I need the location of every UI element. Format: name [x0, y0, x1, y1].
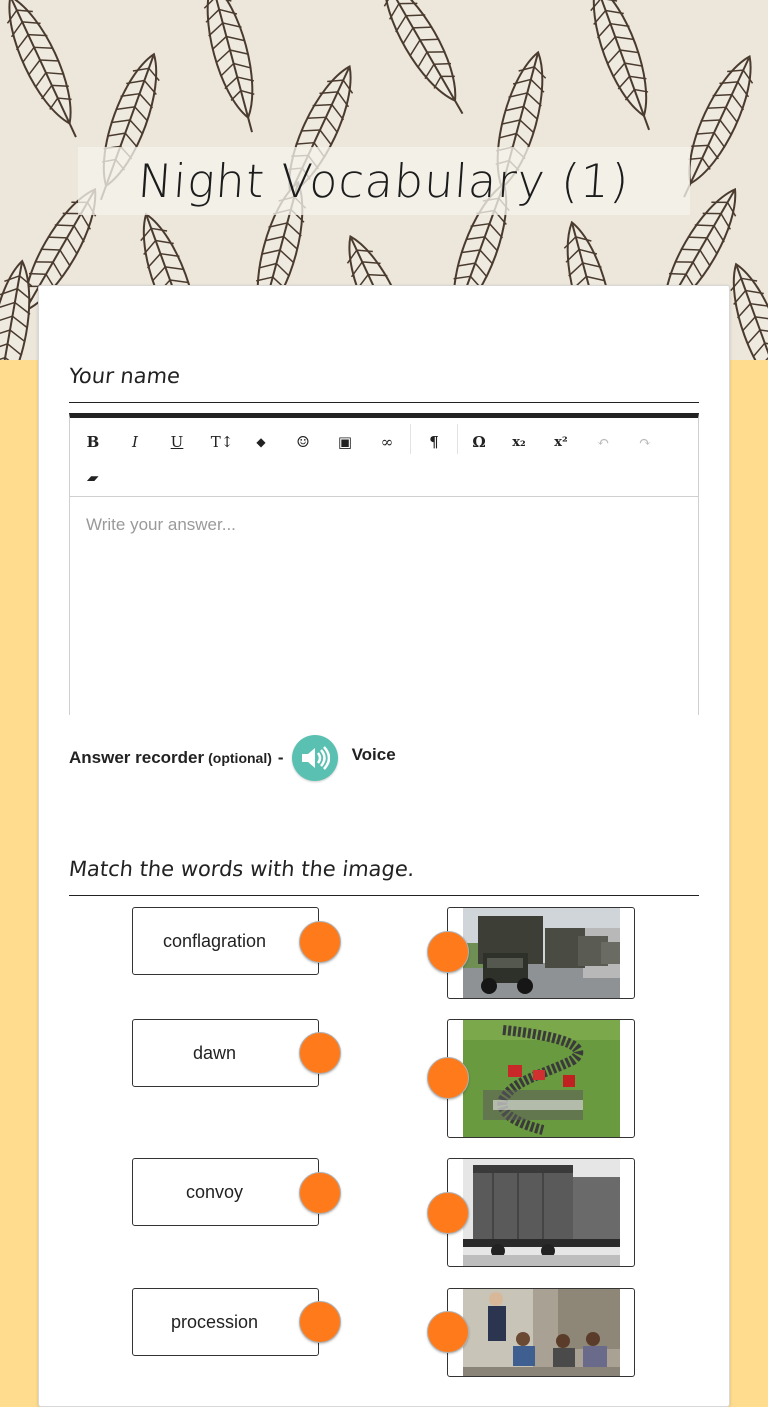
recorder-optional-label: (optional) — [208, 750, 272, 766]
page-title: Night Vocabulary (1) — [136, 154, 632, 208]
match-word-box[interactable]: conflagration — [132, 907, 319, 975]
voice-label: Voice — [351, 745, 396, 764]
matching-label-divider — [69, 895, 699, 896]
matching-question-label: Match the words with the image. — [67, 857, 416, 881]
superscript-button[interactable]: x² — [554, 434, 568, 450]
editor-toolbar — [70, 418, 698, 497]
answer-placeholder: Write your answer... — [86, 515, 236, 534]
name-question-label: Your name — [67, 364, 182, 388]
match-word-box[interactable]: dawn — [132, 1019, 319, 1087]
match-connector-dot[interactable] — [299, 1172, 341, 1214]
match-word-box[interactable]: convoy — [132, 1158, 319, 1226]
speaker-icon — [300, 745, 330, 771]
link-icon[interactable]: ∞ — [380, 433, 394, 451]
subscript-button[interactable]: x₂ — [512, 434, 526, 450]
name-label-divider — [69, 402, 699, 403]
emoji-icon[interactable]: ☺ — [296, 433, 310, 451]
name-answer-textarea[interactable] — [70, 497, 698, 715]
match-connector-dot[interactable] — [427, 931, 469, 973]
match-connector-dot[interactable] — [299, 1301, 341, 1343]
text-color-icon[interactable]: ◆ — [256, 435, 266, 449]
text-size-button[interactable]: T↕ — [210, 433, 234, 451]
redo-icon[interactable]: ↷ — [638, 433, 652, 451]
clear-format-eraser-icon[interactable]: ▰ — [85, 470, 101, 486]
military-trucks-image — [463, 908, 620, 998]
image-icon[interactable]: ▣ — [337, 433, 353, 451]
toolbar-separator — [457, 424, 458, 454]
undo-icon[interactable]: ↶ — [596, 433, 610, 451]
match-connector-dot[interactable] — [299, 1032, 341, 1074]
italic-button[interactable]: I — [132, 433, 138, 451]
match-word-box[interactable]: procession — [132, 1288, 319, 1356]
special-character-icon[interactable]: Ω — [472, 433, 486, 451]
bold-button[interactable]: B — [86, 433, 100, 451]
crowd-field-image — [463, 1020, 620, 1138]
title-box — [78, 147, 690, 215]
paragraph-direction-icon[interactable]: ¶ — [429, 433, 439, 451]
match-connector-dot[interactable] — [427, 1057, 469, 1099]
recorder-dash: - — [277, 748, 284, 767]
match-image-box[interactable] — [447, 1158, 635, 1267]
match-connector-dot[interactable] — [427, 1311, 469, 1353]
match-image-box[interactable] — [447, 1019, 635, 1138]
answer-recorder — [69, 734, 396, 782]
people-sitting-image — [463, 1289, 620, 1377]
recorder-label: Answer recorder — [69, 748, 205, 767]
underline-button[interactable]: U — [170, 433, 184, 451]
match-connector-dot[interactable] — [299, 921, 341, 963]
toolbar-separator — [410, 424, 411, 454]
worksheet-card — [38, 285, 730, 1407]
rich-text-editor — [69, 413, 699, 715]
match-connector-dot[interactable] — [427, 1192, 469, 1234]
match-image-box[interactable] — [447, 1288, 635, 1377]
train-car-image — [463, 1159, 620, 1266]
match-image-box[interactable] — [447, 907, 635, 999]
voice-record-button[interactable] — [292, 735, 338, 781]
